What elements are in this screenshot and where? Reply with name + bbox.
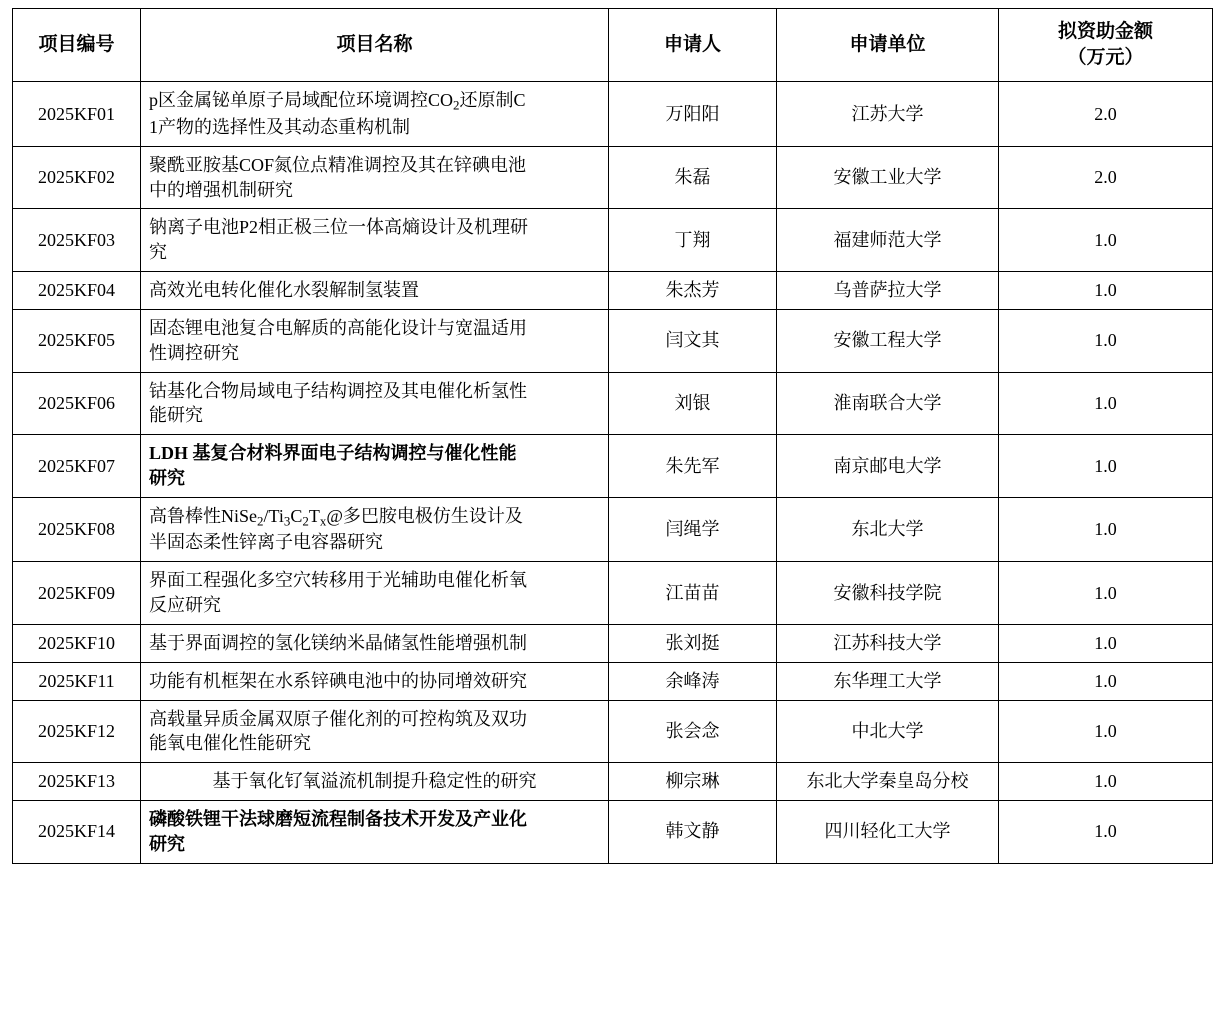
column-header-amount (999, 9, 1213, 82)
cell-project-code: 2025KF02 (13, 146, 141, 209)
cell-amount: 1.0 (999, 209, 1213, 272)
column-header-applicant: 申请人 (609, 9, 777, 82)
cell-project-name: 界面工程强化多空穴转移用于光辅助电催化析氧 反应研究 (141, 562, 609, 625)
cell-project-name: LDH 基复合材料界面电子结构调控与催化性能 研究 (141, 435, 609, 498)
cell-amount: 1.0 (999, 562, 1213, 625)
cell-organization: 东北大学 (777, 497, 999, 561)
cell-project-name: 高载量异质金属双原子催化剂的可控构筑及双功 能氧电催化性能研究 (141, 700, 609, 763)
table-row (13, 435, 1213, 498)
cell-applicant: 张会念 (609, 700, 777, 763)
cell-amount: 1.0 (999, 435, 1213, 498)
cell-project-code: 2025KF10 (13, 624, 141, 662)
cell-project-code: 2025KF11 (13, 662, 141, 700)
cell-applicant: 朱杰芳 (609, 272, 777, 310)
cell-project-name: 高鲁棒性$NiSe_2/Ti_3C_2T_x@$多巴胺电极仿生设计及 半固态柔性锌离子电容器研究 (141, 497, 609, 561)
cell-project-name: 固态锂电池复合电解质的高能化设计与宽温适用 性调控研究 (141, 309, 609, 372)
cell-applicant: 闫文其 (609, 309, 777, 372)
cell-organization: 江苏科技大学 (777, 624, 999, 662)
table-row (13, 309, 1213, 372)
cell-project-name: 高效光电转化催化水裂解制氢装置 (141, 272, 609, 310)
cell-project-name: 聚酰亚胺基COF氮位点精准调控及其在锌碘电池 中的增强机制研究 (141, 146, 609, 209)
cell-amount: 1.0 (999, 309, 1213, 372)
cell-applicant: 江苗苗 (609, 562, 777, 625)
cell-amount: 1.0 (999, 801, 1213, 864)
cell-applicant: 朱磊 (609, 146, 777, 209)
cell-project-code: 2025KF03 (13, 209, 141, 272)
table-row (13, 562, 1213, 625)
cell-amount: 1.0 (999, 662, 1213, 700)
table-header-row (13, 9, 1213, 82)
cell-project-code: 2025KF06 (13, 372, 141, 435)
cell-project-code: 2025KF04 (13, 272, 141, 310)
cell-project-name: 功能有机框架在水系锌碘电池中的协同增效研究 (141, 662, 609, 700)
cell-project-name: 钴基化合物局域电子结构调控及其电催化析氢性 能研究 (141, 372, 609, 435)
table-row (13, 272, 1213, 310)
cell-project-code: 2025KF05 (13, 309, 141, 372)
cell-project-name: 基于界面调控的氢化镁纳米晶储氢性能增强机制 (141, 624, 609, 662)
cell-amount: 2.0 (999, 146, 1213, 209)
cell-project-code: 2025KF14 (13, 801, 141, 864)
cell-applicant: 柳宗琳 (609, 763, 777, 801)
column-header-amount-line1: 拟资助金额 (1057, 21, 1153, 42)
table-row (13, 82, 1213, 146)
table-row (13, 209, 1213, 272)
cell-organization: 福建师范大学 (777, 209, 999, 272)
cell-amount: 1.0 (999, 497, 1213, 561)
table-row (13, 700, 1213, 763)
table-row (13, 497, 1213, 561)
cell-project-code: 2025KF01 (13, 82, 141, 146)
cell-project-code: 2025KF12 (13, 700, 141, 763)
cell-project-name: 磷酸铁锂干法球磨短流程制备技术开发及产业化 研究 (141, 801, 609, 864)
cell-organization: 江苏大学 (777, 82, 999, 146)
cell-amount: 1.0 (999, 700, 1213, 763)
column-header-code: 项目编号 (13, 9, 141, 82)
cell-applicant: 余峰涛 (609, 662, 777, 700)
cell-amount: 2.0 (999, 82, 1213, 146)
cell-organization: 淮南联合大学 (777, 372, 999, 435)
table-body (13, 82, 1213, 863)
table-row (13, 801, 1213, 864)
cell-applicant: 朱先军 (609, 435, 777, 498)
table-row (13, 146, 1213, 209)
cell-amount: 1.0 (999, 272, 1213, 310)
column-header-amount-line2: （万元） (1067, 47, 1144, 69)
cell-project-code: 2025KF09 (13, 562, 141, 625)
cell-organization: 东华理工大学 (777, 662, 999, 700)
cell-project-code: 2025KF08 (13, 497, 141, 561)
cell-applicant: 闫绳学 (609, 497, 777, 561)
cell-applicant: 万阳阳 (609, 82, 777, 146)
cell-organization: 四川轻化工大学 (777, 801, 999, 864)
cell-organization: 南京邮电大学 (777, 435, 999, 498)
cell-applicant: 刘银 (609, 372, 777, 435)
cell-project-name: p区金属铋单原子局域配位环境调控$CO_2$还原制C 1产物的选择性及其动态重构机制 (141, 82, 609, 146)
cell-organization: 安徽工程大学 (777, 309, 999, 372)
cell-project-code: 2025KF13 (13, 763, 141, 801)
cell-organization: 东北大学秦皇岛分校 (777, 763, 999, 801)
grant-allocation-table (12, 8, 1213, 864)
table-row (13, 662, 1213, 700)
cell-organization: 乌普萨拉大学 (777, 272, 999, 310)
cell-project-code: 2025KF07 (13, 435, 141, 498)
cell-applicant: 韩文静 (609, 801, 777, 864)
table-row (13, 624, 1213, 662)
cell-project-name: 基于氧化钌氧溢流机制提升稳定性的研究 (141, 763, 609, 801)
cell-amount: 1.0 (999, 624, 1213, 662)
cell-organization: 安徽工业大学 (777, 146, 999, 209)
column-header-organization: 申请单位 (777, 9, 999, 82)
cell-project-name: 钠离子电池P2相正极三位一体高熵设计及机理研 究 (141, 209, 609, 272)
cell-organization: 安徽科技学院 (777, 562, 999, 625)
column-header-name: 项目名称 (141, 9, 609, 82)
table-row (13, 763, 1213, 801)
cell-applicant: 丁翔 (609, 209, 777, 272)
cell-amount: 1.0 (999, 763, 1213, 801)
cell-organization: 中北大学 (777, 700, 999, 763)
table-row (13, 372, 1213, 435)
cell-applicant: 张刘挺 (609, 624, 777, 662)
cell-amount: 1.0 (999, 372, 1213, 435)
